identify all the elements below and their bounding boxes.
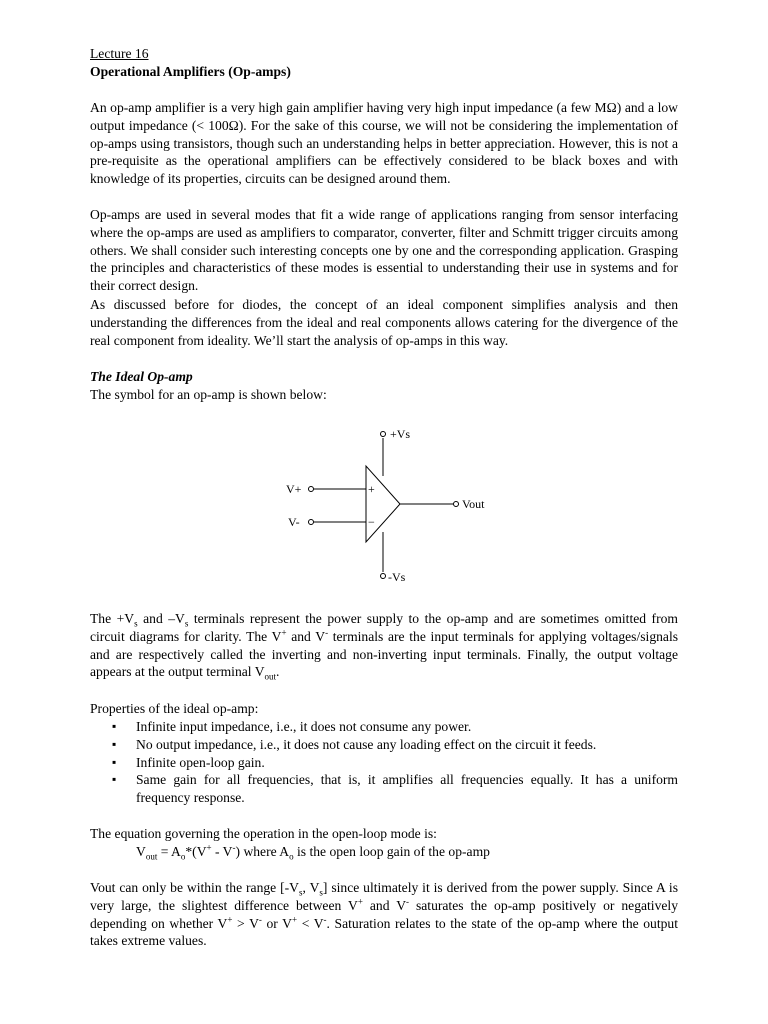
section-heading-ideal-op-amp: The Ideal Op-amp	[90, 369, 193, 384]
properties-list	[90, 718, 678, 807]
list-item: ▪ Infinite open-loop gain.	[90, 754, 678, 772]
v-plus-terminal	[309, 487, 314, 492]
op-amp-svg	[276, 418, 496, 590]
list-item: ▪ No output impedance, i.e., it does not cause any loading effect on the circuit it feeds.	[90, 736, 678, 754]
v-minus-terminal	[309, 520, 314, 525]
op-amp-triangle	[366, 466, 400, 542]
terminals-paragraph: The $+V_s$ and $-V_s$ terminals represent the power supply to the op-amp and are sometimes omitted from circuit diagrams for clarity. The V+ and V- terminals are the input terminals for applying voltages/signals and are respectively called the inverting and non-inverting input terminals. Finally, the output voltage appears at the output terminal $V_{out}$.	[90, 611, 679, 683]
label-vs-plus: +Vs	[390, 427, 411, 441]
intro-paragraph-1: An op-amp amplifier is a very high gain amplifier having very high input impedance (a few MΩ) and a low output impedance (< 100Ω). For the sake of this course, we will not be considering the implementation of op-amps using transistors, though such an understanding helps in better appreciation. However, this is not a pre-requisite as the operational amplifiers can be effectively considered to be black boxes and with knowledge of its properties, circuits can be designed around them.	[90, 100, 678, 187]
vs-minus-terminal	[381, 574, 386, 579]
intro-paragraph-2: Op-amps are used in several modes that fit a wide range of applications ranging from sensor interfacing where the op-amps are used as amplifiers to comparator, converter, filter and Schmitt trigger circuits among others. We shall consider such interesting concepts one by one and the corresponding application. Grasping the principles and characteristics of these modes is essential to understanding their use in systems and for their correct design.	[90, 207, 678, 294]
open-loop-equation: $V_{out} = A_o*(V^+ - V^-)$ where $A_o$ is the open loop gain of the op-amp	[136, 842, 490, 862]
label-plus-input-sign: +	[368, 482, 375, 496]
list-item: ▪ Same gain for all frequencies, that is, it amplifies all frequencies equally. It has a uniform frequency response.	[90, 771, 678, 807]
properties-heading: Properties of the ideal op-amp:	[90, 701, 259, 716]
output-terminal	[454, 502, 459, 507]
document-title: Operational Amplifiers (Op-amps)	[90, 64, 291, 79]
list-item: ▪ Infinite input impedance, i.e., it does not consume any power.	[90, 718, 678, 736]
op-amp-symbol-diagram	[276, 418, 496, 590]
equation-heading: The equation governing the operation in the open-loop mode is:	[90, 826, 437, 841]
label-v-plus: V+	[286, 482, 302, 496]
label-vout: Vout	[462, 497, 485, 511]
saturation-paragraph: Vout can only be within the range [$-V_s$, $V_s$] since ultimately it is derived from the power supply. Since A is very large, the slightest difference between V+ and V- saturates the op-amp positively or negatively depending on whether V+ > V- or V+ < V-. Saturation relates to the state of the op-amp where the output takes extreme values.	[90, 880, 678, 949]
lecture-number: Lecture 16	[90, 46, 149, 61]
label-v-minus: V-	[288, 515, 300, 529]
intro-paragraph-3: As discussed before for diodes, the concept of an ideal component simplifies analysis and then understanding the differences from the ideal and real components allows catering for the divergence of the real component from ideality. We’ll start the analysis of op-amps in this way.	[90, 297, 678, 348]
symbol-intro-text: The symbol for an op-amp is shown below:	[90, 387, 327, 402]
label-vs-minus: -Vs	[388, 570, 406, 584]
label-minus-input-sign: −	[368, 515, 375, 529]
vs-plus-terminal	[381, 432, 386, 437]
